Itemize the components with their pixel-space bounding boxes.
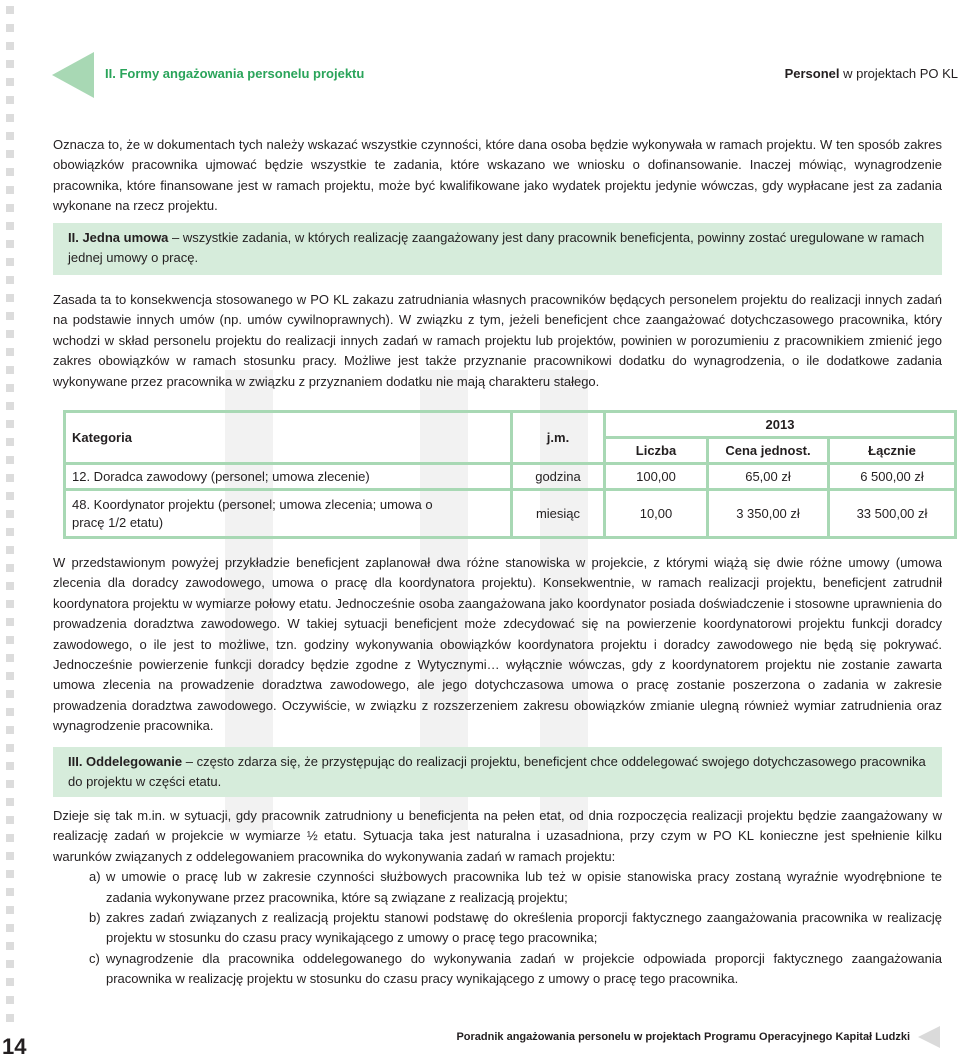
paragraph-oddelegowanie-block	[53, 806, 942, 990]
header-lacznie: Łącznie	[829, 438, 956, 464]
callout-label: III. Oddelegowanie	[68, 754, 183, 769]
running-header-rest: w projektach PO KL	[839, 66, 958, 81]
header-kategoria: Kategoria	[65, 412, 512, 464]
list-text: w umowie o pracę lub w zakresie czynności służbowych pracownika lub też w opisie stanowiska pracy zostaną wyraźnie wyodrębnione te zadania wykonywane przez pracownika, które są związane z realizacją projektu;	[106, 869, 942, 905]
table-row	[65, 464, 956, 490]
cell-jm: godzina	[512, 464, 605, 490]
header-liczba: Liczba	[605, 438, 708, 464]
paragraph-przyklad: W przedstawionym powyżej przykładzie beneficjent zaplanował dwa różne stanowiska w projekcie, z którymi wiążą się dwie różne umowy (umowa zlecenia dla doradcy zawodowego, umowa o pracę dla koordynatora projektu). Konsekwentnie, w ramach realizacji projektu, beneficjent zatrudnił koordynatora projektu w wymiarze połowy etatu. Jednocześnie osoba zaangażowana jako koordynator posiada doświadczenie i stosowne uprawnienia do prowadzenia doradztwa zawodowego. W takiej sytuacji beneficjent może zdecydować się na powierzenie koordynatorowi projektu funkcji doradcy zawodowego, o ile jest to możliwe, tzn. godziny wykonywania obowiązków koordynatora projektu i doradcy zawodowego nie będą się pokrywać. Jednocześnie powierzenie funkcji doradcy będzie zgodne z Wytycznymi… wyłącznie wówczas, gdy z koordynatorem projektu nie zostanie zawarta umowa zlecenia na prowadzenie doradztwa zawodowego, ale jego dotychczasowa umowa o pracę zostanie poszerzona o zadania w zakresie prowadzenia doradztwa zawodowego. Oczywiście, w związku z rozszerzeniem zakresu obowiązków zmianie ulegną również wymiar zatrudnienia oraz wynagrodzenie pracownika.	[53, 555, 942, 734]
list-marker: c)	[89, 950, 100, 966]
callout-oddelegowanie	[53, 747, 942, 797]
table-row	[65, 490, 956, 538]
cell-liczba: 100,00	[605, 464, 708, 490]
paragraph-dzieje: Dzieje się tak m.in. w sytuacji, gdy pracownik zatrudniony u beneficjenta na pełen etat, od dnia rozpoczęcia realizacji projektu będzie zaangażowany w realizację zadań w projekcie w wymiarze ½ etatu. Sytuacja taka jest naturalna i uzasadniona, przy czym w PO KL konieczne jest spełnienie kilku warunków związanych z oddelegowaniem pracownika do wykonywania zadań w ramach projektu:	[53, 808, 942, 864]
running-header	[785, 66, 958, 81]
callout-label: II. Jedna umowa	[68, 230, 169, 245]
list-marker: b)	[89, 910, 101, 926]
list-text: wynagrodzenie dla pracownika oddelegowanego do wykonywania zadań w projekcie odpowiada proporcji faktycznego zaangażowania pracownika w realizację projektu w stosunku do czasu pracy wynikającego z umowy o pracę tego pracownika.	[106, 950, 942, 987]
cell-cena: 3 350,00 zł	[708, 490, 829, 538]
section-title: II. Formy angażowania personelu projektu	[105, 66, 365, 81]
conditions-list	[53, 867, 942, 989]
list-item	[53, 867, 942, 908]
margin-squares	[6, 6, 16, 1032]
list-item	[53, 908, 942, 949]
header-cena: Cena jednost.	[708, 438, 829, 464]
cell-kategoria: 48. Koordynator projektu (personel; umowa zlecenia; umowa o pracę 1/2 etatu)	[65, 490, 512, 538]
header-year: 2013	[605, 412, 956, 438]
cell-lacznie: 6 500,00 zł	[829, 464, 956, 490]
cell-lacznie: 33 500,00 zł	[829, 490, 956, 538]
callout-jedna-umowa	[53, 223, 942, 275]
intro-paragraph: Oznacza to, że w dokumentach tych należy wskazać wszystkie czynności, które dana osoba będzie wykonywała w ramach projektu. W ten sposób zakres obowiązków pracownika ujmować będzie wszystkie te zadania, które wskazano we wniosku o dofinansowanie. Inaczej mówiąc, wynagrodzenie pracownika, które finansowane jest w ramach projektu, może być kwalifikowane jako wydatek projektu jedynie wówczas, gdy wypłacane jest za zadania wykonane na rzecz projektu.	[53, 137, 942, 214]
running-header-bold: Personel	[784, 66, 840, 81]
page-triangle-icon	[918, 1026, 940, 1048]
callout-text: – często zdarza się, że przystępując do realizacji projektu, beneficjent chce oddelegować swojego dotychczasowego pracownika do projektu w części etatu.	[68, 754, 926, 789]
list-item	[53, 949, 942, 990]
back-triangle-icon	[52, 52, 94, 98]
list-text: zakres zadań związanych z realizacją projektu stanowi podstawę do określenia proporcji faktycznego zaangażowania pracownika w realizację projektu w stosunku do czasu pracy wynikającego z umowy o pracę tego pracownika;	[106, 910, 942, 946]
list-marker: a)	[89, 869, 101, 885]
paragraph-zasada: Zasada ta to konsekwencja stosowanego w PO KL zakazu zatrudniania własnych pracowników będących personelem projektu do realizacji innych zadań na podstawie innych umów (np. umów cywilnoprawnych). W związku z tym, jeżeli beneficjent chce zaangażować dotychczasowego pracownika, który wchodzi w skład personelu projektu do realizacji innych zadań w ramach projektu lub projektów, powinien w porozumieniu z pracownikiem zmienić jego zakres obowiązków w ramach stosunku pracy. Możliwe jest także przyznanie pracownikowi dodatku do wynagrodzenia, o ile dodatkowe zadania wykonywane przez pracownika w związku z przyznaniem dodatku nie mają charakteru stałego.	[53, 292, 942, 389]
page-number: 14	[2, 1034, 27, 1059]
header-jm: j.m.	[512, 412, 605, 464]
cell-jm: miesiąc	[512, 490, 605, 538]
cell-liczba: 10,00	[605, 490, 708, 538]
callout-text: – wszystkie zadania, w których realizację zaangażowany jest dany pracownik beneficjenta, powinny zostać uregulowane w ramach jednej umowy o pracę.	[68, 230, 925, 265]
cell-cena: 65,00 zł	[708, 464, 829, 490]
cell-kategoria: 12. Doradca zawodowy (personel; umowa zlecenie)	[65, 464, 512, 490]
footer-title: Poradnik angażowania personelu w projektach Programu Operacyjnego Kapitał Ludzki	[456, 1031, 910, 1043]
cost-table	[63, 410, 957, 539]
